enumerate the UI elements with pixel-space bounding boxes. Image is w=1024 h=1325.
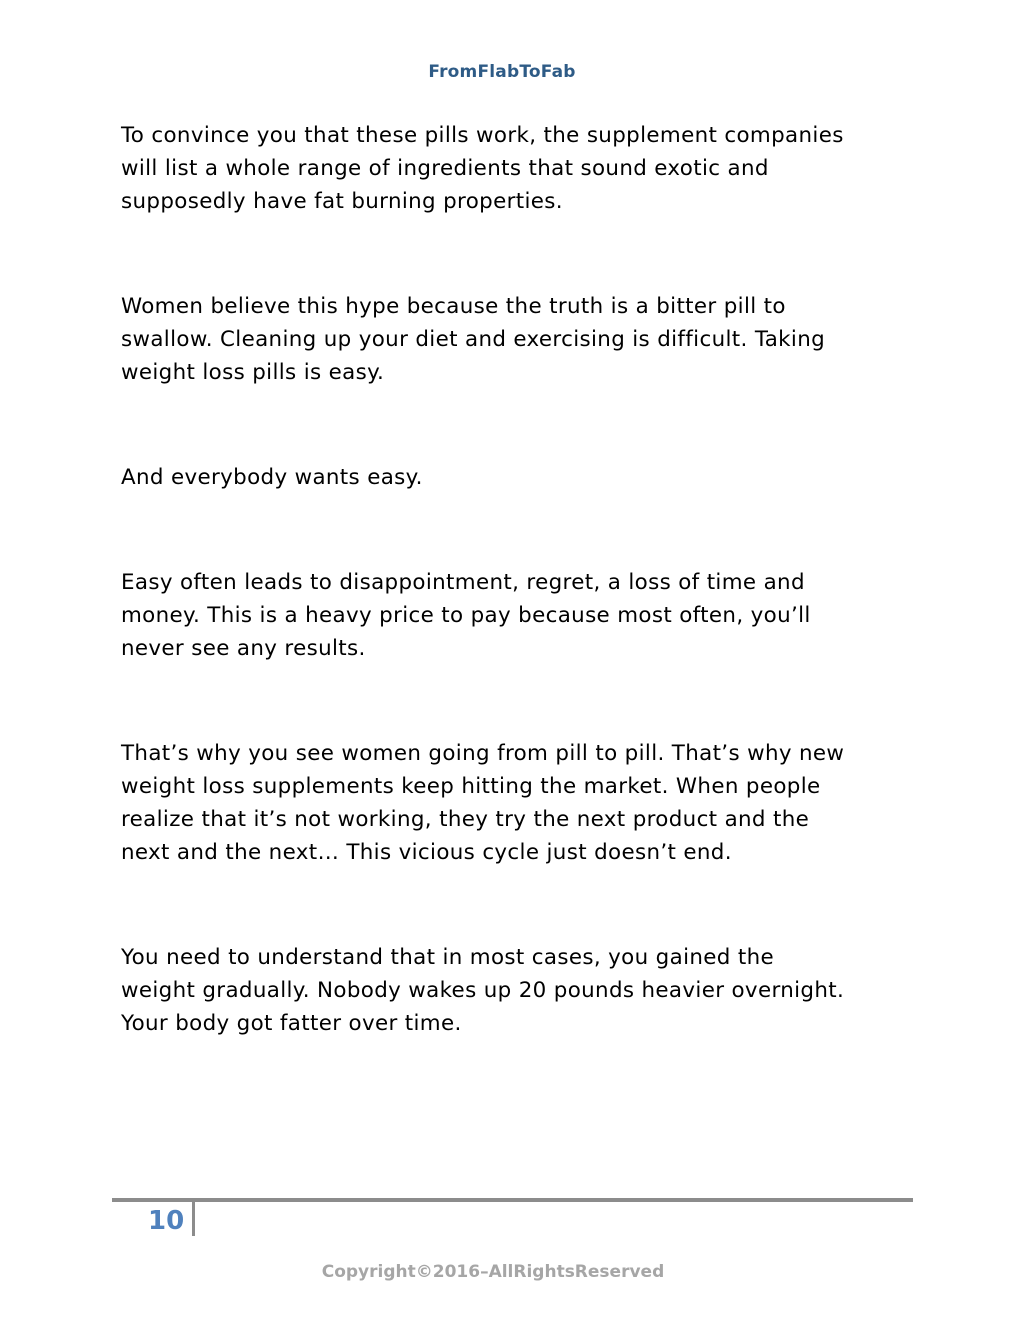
paragraph-line: weight loss pills is easy. — [121, 360, 385, 385]
paragraph-line: next and the next… This vicious cycle just doesn’t end. — [121, 840, 732, 865]
paragraph — [121, 566, 911, 665]
paragraph-line: swallow. Cleaning up your diet and exercising is difficult. Taking — [121, 327, 826, 352]
paragraph-line: You need to understand that in most cases, you gained the — [121, 945, 775, 970]
paragraph-line: Your body got fatter over time. — [121, 1011, 462, 1036]
paragraph-line: That’s why you see women going from pill to pill. That’s why new — [121, 741, 845, 766]
copyright-notice: Copyright©2016–AllRightsReserved — [321, 1262, 665, 1282]
paragraph-line: To convince you that these pills work, the supplement companies — [121, 123, 844, 148]
paragraph-line: And everybody wants easy. — [121, 465, 423, 490]
document-body — [121, 119, 911, 1112]
paragraph-line: supposedly have fat burning properties. — [121, 189, 563, 214]
document-header-title: FromFlabToFab — [428, 62, 576, 82]
paragraph-line: Women believe this hype because the truth is a bitter pill to — [121, 294, 786, 319]
paragraph-line: money. This is a heavy price to pay because most often, you’ll — [121, 603, 811, 628]
paragraph — [121, 461, 911, 494]
paragraph-line: realize that it’s not working, they try the next product and the — [121, 807, 810, 832]
page-number: 10 — [148, 1206, 185, 1236]
paragraph-line: weight gradually. Nobody wakes up 20 pounds heavier overnight. — [121, 978, 845, 1003]
paragraph — [121, 737, 911, 869]
paragraph-line: will list a whole range of ingredients that sound exotic and — [121, 156, 769, 181]
footer-divider — [112, 1198, 913, 1202]
paragraph-line: never see any results. — [121, 636, 366, 661]
paragraph-line: Easy often leads to disappointment, regret, a loss of time and — [121, 570, 805, 595]
paragraph-line: weight loss supplements keep hitting the market. When people — [121, 774, 821, 799]
paragraph — [121, 941, 911, 1040]
paragraph — [121, 119, 911, 218]
paragraph — [121, 290, 911, 389]
